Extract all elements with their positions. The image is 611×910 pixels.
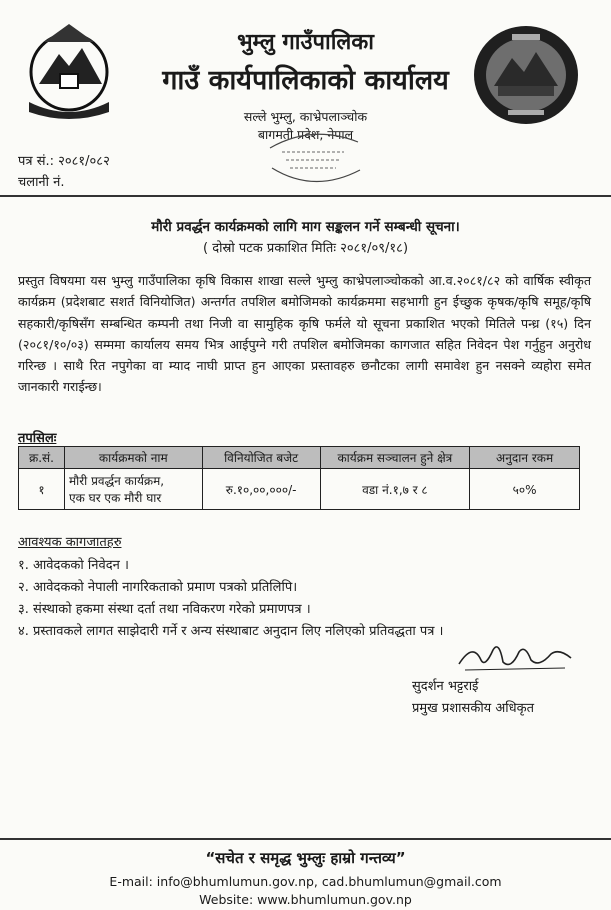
reference-number: पत्र सं.: २०८१/०८२ [18,154,110,169]
program-name-line-1: मौरी प्रवर्द्धन कार्यक्रम, [68,474,165,488]
dispatch-number: चलानी नं. [18,175,65,190]
signatory-title: प्रमुख प्रशासकीय अधिकृत [412,701,535,716]
schedule-label: तपसिलः [18,431,57,446]
notice-body: प्रस्तुत विषयमा यस भुम्लु गाउँपालिका कृषि विकास शाखा सल्ले भुम्लु काभ्रेपलाञ्चोकको आ.व.२०८१/८२ को वार्षिक स्वीकृत कार्यक्रम (प्रदेशबाट सशर्त विनियोजित) अन्तर्गत तपशिल बमोजिमको कार्यक्रममा सहभागी हुन ईच्छुक कृषक/कृषि समूह/कृषि सहकारी/कृषिसँग सम्बन्धित कम्पनी तथा निजी वा सामुहिक कृषि फर्मले यो सूचना प्रकाशित भएको मितिले पन्ध्र (१५) दिन (२०८१/१०/०३) सम्ममा कार्यालय समय भित्र आईपुग्ने गरी तपशिल बमोजिमका कागजात सहित निवेदन पेश गर्नुहुन अनुरोध गरिन्छ । साथै रित नपुगेका वा म्याद नाघी प्राप्त हुन आएका प्रस्तावहरु छनौटका लागी समावेश हुन नसक्ने व्यहोरा समेत जानकारी गराईन्छ। [18,273,591,395]
cell-area: वडा नं.१,७ र ८ [320,469,470,510]
footer-divider [0,838,611,840]
address-line-2: बागमती प्रदेश, नेपाल [257,127,354,142]
column-header-sn: क्र.सं. [19,447,65,469]
table-header-row [19,447,580,469]
document-item: ४. प्रस्तावकले लागत साझेदारी गर्ने र अन्य संस्थाबाट अनुदान लिए नलिएको प्रतिवद्धता पत्र । [18,624,444,639]
office-stamp-icon [262,128,364,190]
header-divider [0,195,611,197]
organization-name: भुम्लु गाउँपालिका [237,30,374,55]
schedule-table [18,446,580,510]
program-name-line-2: एक घर एक मौरी घार [68,491,162,505]
cell-budget: रु.१०,००,०००/- [202,469,320,510]
footer-website: Website: www.bhumlumun.gov.np [199,892,412,907]
document-item: १. आवेदकको निवेदन । [18,558,129,573]
signature-icon [455,638,575,674]
column-header-area: कार्यक्रम सञ्चालन हुने क्षेत्र [320,447,470,469]
footer-email: E-mail: info@bhumlumun.gov.np, cad.bhumlumun@gmail.com [109,874,502,889]
address-line-1: सल्ले भुम्लु, काभ्रेपलाञ्चोक [243,109,368,124]
office-name: गाउँ कार्यपालिकाको कार्यालय [162,65,449,96]
footer-motto: “सचेत र समृद्ध भुम्लुः हाम्रो गन्तव्य” [205,849,406,867]
column-header-program: कार्यक्रमको नाम [64,447,202,469]
notice-subject: मौरी प्रवर्द्धन कार्यक्रमको लागि माग सङ्कलन गर्ने सम्बन्धी सूचना। [151,219,460,235]
signatory-name: सुदर्शन भट्टराई [412,679,479,694]
document-item: ३. संस्थाको हकमा संस्था दर्ता तथा नविकरण गरेको प्रमाणपत्र । [18,602,311,617]
document-item: २. आवेदकको नेपाली नागरिकताको प्रमाण पत्रको प्रतिलिपि। [18,580,298,595]
notice-publish-date: ( दोस्रो पटक प्रकाशित मितिः २०८१/०९/१८) [202,241,409,256]
cell-sn: १ [19,469,65,510]
cell-program [64,469,202,510]
table-row [19,469,580,510]
column-header-subsidy: अनुदान रकम [470,447,580,469]
column-header-budget: विनियोजित बजेट [202,447,320,469]
cell-subsidy: ५०% [470,469,580,510]
documents-heading: आवश्यक कागजातहरु [18,535,122,550]
